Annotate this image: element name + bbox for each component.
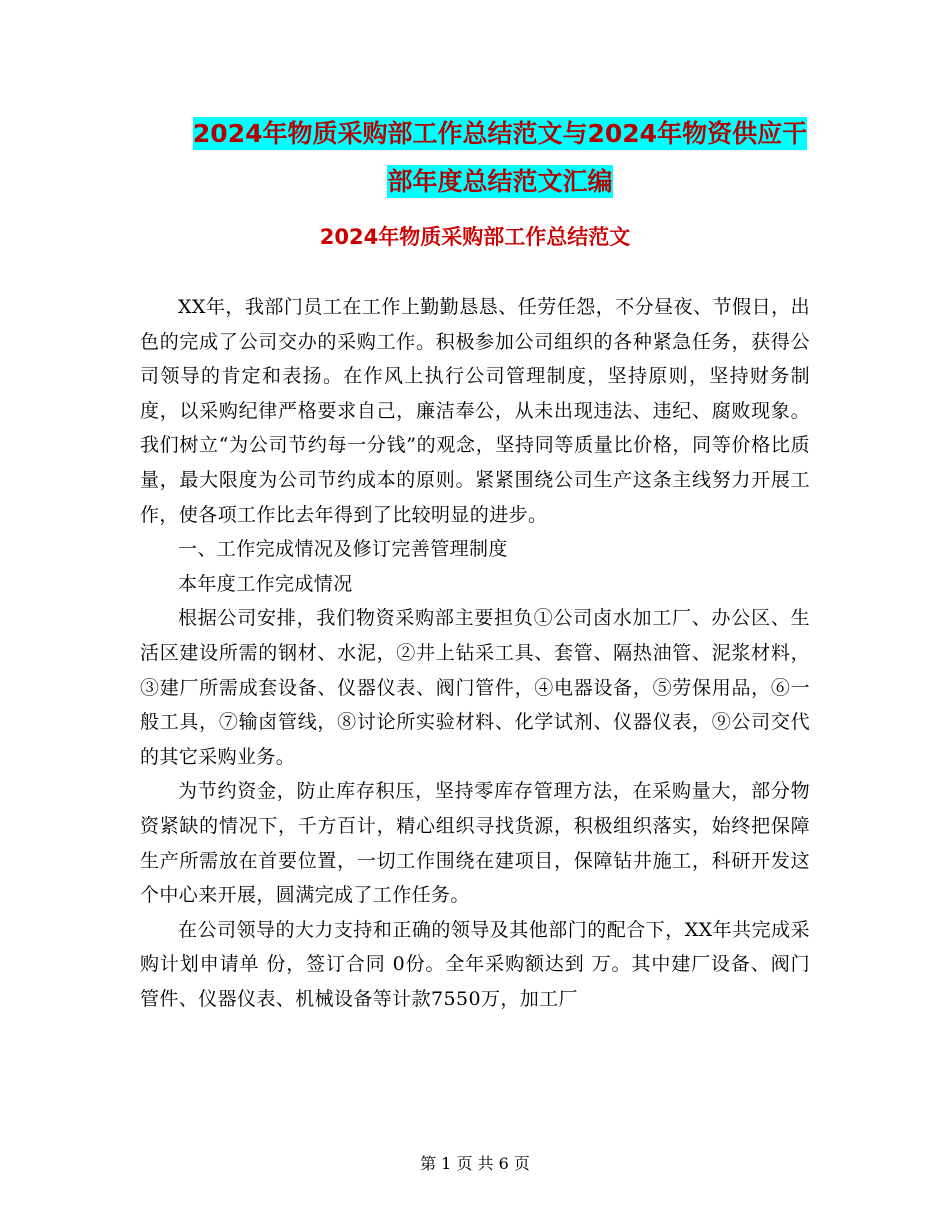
section-title: 2024年物质采购部工作总结范文 [319, 225, 631, 249]
document-title-line-2: 部年度总结范文汇编 [387, 167, 613, 196]
paragraph: 根据公司安排，我们物资采购部主要担负①公司卤水加工厂、办公区、生活区建设所需的钢材、水泥，②井上钻采工具、套管、隔热油管、泥浆材料，③建厂所需成套设备、仪器仪表、阀门管件，④电器设备，⑤劳保用品，⑥一般工具，⑦输卤管线，⑧讨论所实验材料、化学试剂、仪器仪表，⑨公司交代的其它采购业务。 [140, 607, 810, 768]
document-title [140, 110, 860, 206]
document-body [140, 290, 810, 1016]
paragraph-subheading: 本年度工作完成情况 [178, 572, 353, 595]
document-title-line-1: 2024年物质采购部工作总结范文与2024年物资供应干 [192, 119, 808, 148]
paragraph-heading: 一、工作完成情况及修订完善管理制度 [178, 538, 508, 561]
paragraph: 在公司领导的大力支持和正确的领导及其他部门的配合下，XX年共完成采购计划申请单 份，签订合同 0份。全年采购额达到 万。其中建厂设备、阀门管件、仪器仪表、机械设备等计款7550万，加工厂 [140, 918, 810, 1010]
paragraph: XX年，我部门员工在工作上勤勤恳恳、任劳任怨，不分昼夜、节假日，出色的完成了公司交办的采购工作。积极参加公司组织的各种紧急任务，获得公司领导的肯定和表扬。在作风上执行公司管理制度，坚持原则，坚持财务制度，以采购纪律严格要求自己，廉洁奉公，从未出现违法、违纪、腐败现象。我们树立“为公司节约每一分钱”的观念，坚持同等质量比价格，同等价格比质量，最大限度为公司节约成本的原则。紧紧围绕公司生产这条主线努力开展工作，使各项工作比去年得到了比较明显的进步。 [140, 296, 810, 526]
page-number-footer: 第 1 页 共 6 页 [420, 1154, 530, 1173]
paragraph: 为节约资金，防止库存积压，坚持零库存管理方法，在采购量大，部分物资紧缺的情况下，千方百计，精心组织寻找货源，积极组织落实，始终把保障生产所需放在首要位置，一切工作围绕在建项目，保障钻井施工，科研开发这个中心来开展，圆满完成了工作任务。 [140, 780, 810, 907]
